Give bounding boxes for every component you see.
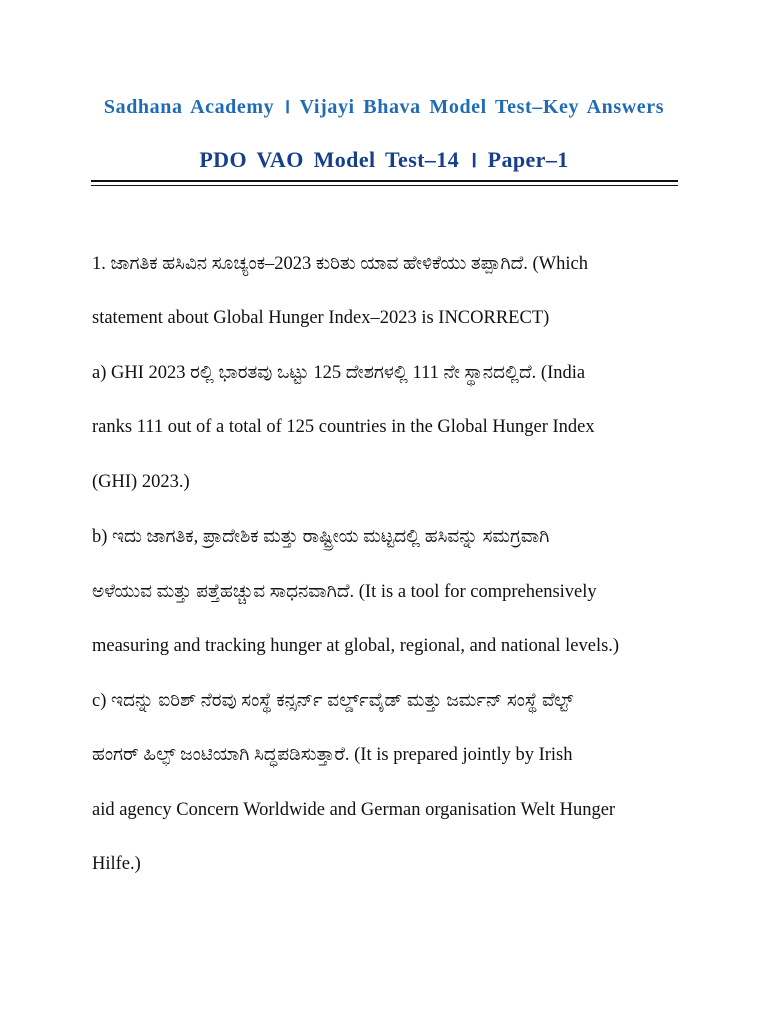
option-c-line: Hilfe.)	[92, 854, 141, 874]
option-c-line: aid agency Concern Worldwide and German organisation Welt Hunger	[92, 800, 616, 820]
question-line: 1. ಜಾಗತಿಕ ಹಸಿವಿನ ಸೂಚ್ಯಂಕ–2023 ಕುರಿತು ಯಾವ ಹೇಳಿಕೆಯು ತಪ್ಪಾಗಿದೆ. (Which	[92, 254, 588, 274]
option-c-line: c) ಇದನ್ನು ಐರಿಶ್ ನೆರವು ಸಂಸ್ಥೆ ಕನ್ಸರ್ನ್ ವರ್ಲ್ಡ್‌ವೈಡ್ ಮತ್ತು ಜರ್ಮನ್ ಸಂಸ್ಥೆ ವೆಲ್ಟ್	[92, 691, 574, 711]
option-c-line: ಹಂಗರ್ ಹಿಲ್ಫ್ ಜಂಟಿಯಾಗಿ ಸಿದ್ಧಪಡಿಸುತ್ತಾರೆ. (It is prepared jointly by Irish	[92, 745, 573, 765]
header-divider-thick	[91, 180, 678, 182]
paper-title: PDO VAO Model Test–14 । Paper–1	[199, 147, 569, 172]
header-divider-thin	[91, 185, 678, 186]
option-b-line: b) ಇದು ಜಾಗತಿಕ, ಪ್ರಾದೇಶಿಕ ಮತ್ತು ರಾಷ್ಟ್ರೀಯ ಮಟ್ಟದಲ್ಲಿ ಹಸಿವನ್ನು ಸಮಗ್ರವಾಗಿ	[92, 527, 550, 547]
academy-title: Sadhana Academy । Vijayi Bhava Model Test–Key Answers	[103, 96, 665, 118]
option-a-line: (GHI) 2023.)	[92, 472, 190, 492]
option-b-line: measuring and tracking hunger at global, regional, and national levels.)	[92, 636, 620, 656]
question-line: statement about Global Hunger Index–2023 is INCORRECT)	[92, 308, 550, 328]
option-b-line: ಅಳೆಯುವ ಮತ್ತು ಪತ್ತೆಹಚ್ಚುವ ಸಾಧನವಾಗಿದೆ. (It is a tool for comprehensively	[92, 582, 597, 602]
option-a-line: ranks 111 out of a total of 125 countries in the Global Hunger Index	[92, 417, 595, 437]
option-a-line: a) GHI 2023 ರಲ್ಲಿ ಭಾರತವು ಒಟ್ಟು 125 ದೇಶಗಳಲ್ಲಿ 111 ನೇ ಸ್ಥಾನದಲ್ಲಿದೆ. (India	[92, 363, 586, 383]
